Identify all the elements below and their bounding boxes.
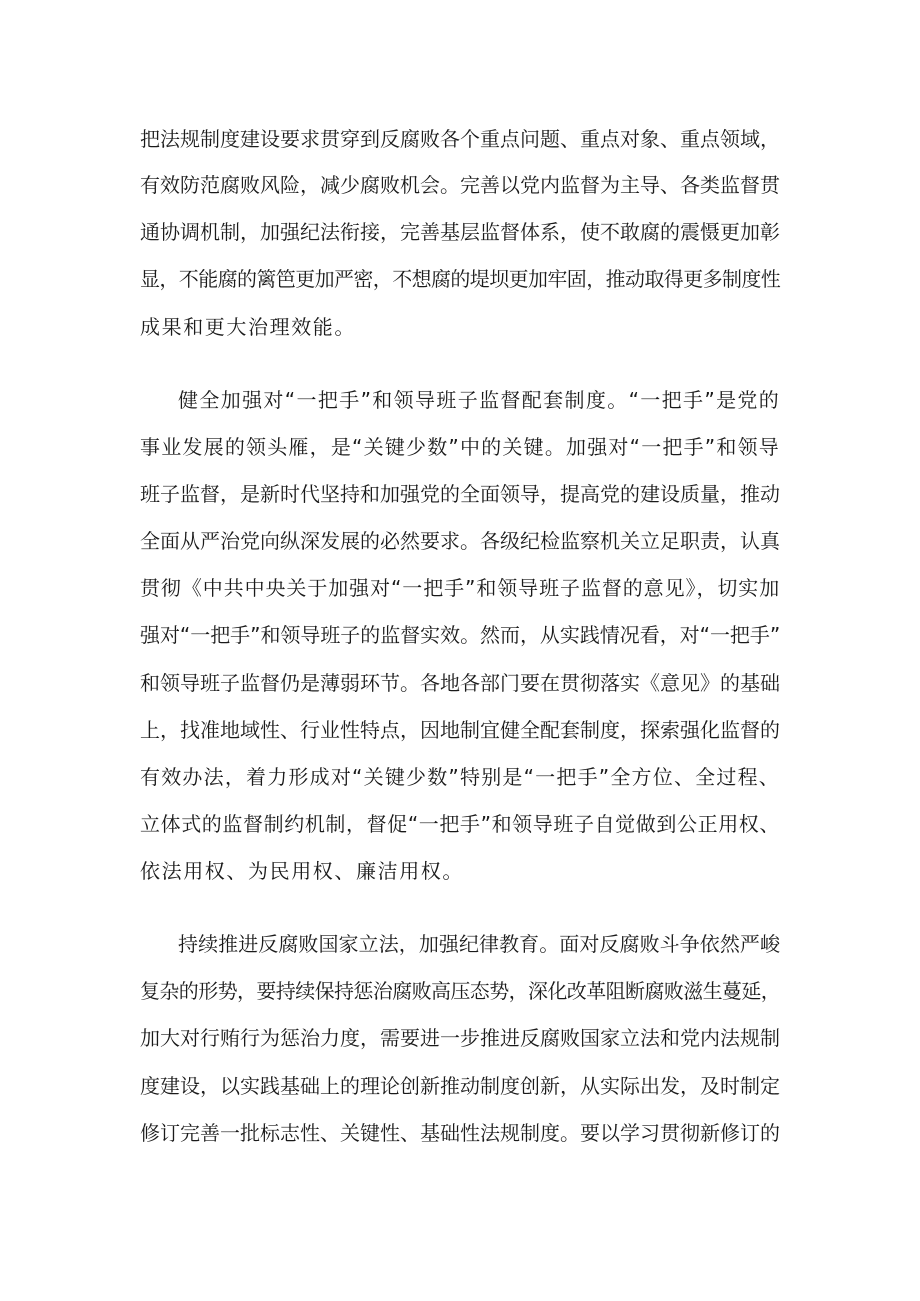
text-line: 依法用权、为民用权、廉洁用权。: [140, 859, 464, 883]
text-line: 复杂的形势，要持续保持惩治腐败高压态势，深化改革阻断腐败滋生蔓延，: [140, 979, 781, 1003]
text-line: 持续推进反腐败国家立法，加强纪律教育。面对反腐败斗争依然严峻: [178, 932, 780, 956]
text-line: 强对“一把手”和领导班子的监督实效。然而，从实践情况看，对“一把手”: [140, 623, 780, 647]
text-line: 成果和更大治理效能。: [140, 315, 356, 339]
text-line: 把法规制度建设要求贯穿到反腐败各个重点问题、重点对象、重点领域，: [140, 127, 780, 151]
text-line: 显，不能腐的篱笆更加严密，不想腐的堤坝更加牢固，推动取得更多制度性: [140, 267, 781, 291]
text-line: 和领导班子监督仍是薄弱环节。各地各部门要在贯彻落实《意见》的基础: [140, 671, 780, 695]
text-line: 事业发展的领头雁，是“关键少数”中的关键。加强对“一把手”和领导: [140, 435, 780, 459]
text-line: 健全加强对“一把手”和领导班子监督配套制度。“一把手”是党的: [178, 388, 780, 412]
text-line: 立体式的监督制约机制，督促“一把手”和领导班子自觉做到公正用权、: [140, 812, 780, 836]
text-line: 全面从严治党向纵深发展的必然要求。各级纪检监察机关立足职责，认真: [140, 529, 780, 553]
text-line: 贯彻《中共中央关于加强对“一把手”和领导班子监督的意见》，切实加: [140, 576, 780, 600]
text-line: 修订完善一批标志性、关键性、基础性法规制度。要以学习贯彻新修订的: [140, 1121, 780, 1145]
text-line: 班子监督，是新时代坚持和加强党的全面领导，提高党的建设质量，推动: [140, 482, 780, 506]
text-line: 通协调机制，加强纪法衔接，完善基层监督体系，使不敢腐的震慑更加彰: [140, 220, 780, 244]
text-line: 上，找准地域性、行业性特点，因地制宜健全配套制度，探索强化监督的: [140, 718, 780, 742]
text-line: 加大对行贿行为惩治力度，需要进一步推进反腐败国家立法和党内法规制: [140, 1026, 780, 1050]
text-line: 有效办法，着力形成对“关键少数”特别是“一把手”全方位、全过程、: [140, 765, 780, 789]
text-line: 有效防范腐败风险，减少腐败机会。完善以党内监督为主导、各类监督贯: [140, 173, 780, 197]
text-line: 度建设，以实践基础上的理论创新推动制度创新，从实际出发，及时制定: [140, 1074, 780, 1098]
